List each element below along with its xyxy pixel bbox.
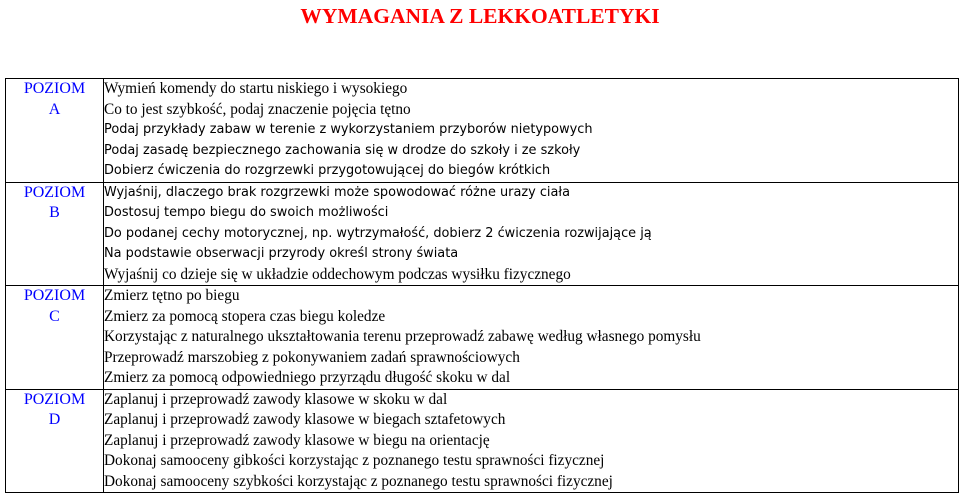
requirement-item: Korzystając z naturalnego ukształtowania terenu przeprowadź zabawę według własnego pomysłu <box>104 328 701 345</box>
requirement-item: Dokonaj samooceny szybkości korzystając z poznanego testu sprawności fizycznej <box>104 472 613 490</box>
requirement-item: Zaplanuj i przeprowadź zawody klasowe w biegu na orientację <box>104 431 490 449</box>
level-label-cell-c <box>6 286 104 390</box>
level-label-cell-d <box>6 389 104 493</box>
requirement-item: Podaj przykłady zabaw w terenie z wykorzystaniem przyborów nietypowych <box>104 122 593 137</box>
requirement-item: Do podanej cechy motorycznej, np. wytrzymałość, dobierz 2 ćwiczenia rozwijające ją <box>104 225 652 241</box>
level-items-cell-a <box>104 79 959 183</box>
level-label-line1: POZIOM <box>23 183 86 201</box>
requirement-item: Na podstawie obserwacji przyrody określ strony świata <box>104 246 459 261</box>
level-label-cell-a <box>6 79 104 183</box>
level-label-cell-b <box>6 182 104 286</box>
requirement-item: Zmierz za pomocą odpowiedniego przyrządu długość skoku w dal <box>104 369 511 386</box>
level-items-cell-c <box>104 286 959 390</box>
level-row-b <box>6 182 959 286</box>
requirement-item: Wymień komendy do startu niskiego i wysokiego <box>104 80 408 97</box>
requirement-item: Dobierz ćwiczenia do rozgrzewki przygotowującej do biegów krótkich <box>104 163 551 178</box>
requirement-item: Zmierz tętno po biegu <box>104 287 240 304</box>
requirement-item: Zaplanuj i przeprowadź zawody klasowe w biegach sztafetowych <box>104 411 506 428</box>
level-label-line2: B <box>49 204 60 221</box>
requirement-item: Podaj zasadę bezpiecznego zachowania się w drodze do szkoły i ze szkoły <box>104 142 581 158</box>
level-label-line2: C <box>49 307 60 325</box>
requirement-item: Dokonaj samooceny gibkości korzystając z poznanego testu sprawności fizycznej <box>104 452 605 469</box>
level-label-line2: A <box>48 100 61 118</box>
requirement-item: Co to jest szybkość, podaj znaczenie pojęcia tętno <box>104 100 411 118</box>
level-label-line2: D <box>48 411 61 428</box>
requirement-item: Przeprowadź marszobieg z pokonywaniem zadań sprawnościowych <box>104 348 520 366</box>
level-items-cell-b <box>104 182 959 286</box>
requirement-item: Zmierz za pomocą stopera czas biegu koledze <box>104 307 386 325</box>
page-title: WYMAGANIA Z LEKKOATLETYKI <box>300 4 660 28</box>
requirement-item: Dostosuj tempo biegu do swoich możliwości <box>104 205 389 220</box>
level-items-cell-d <box>104 389 959 493</box>
requirement-item: Wyjaśnij co dzieje się w układzie oddechowym podczas wysiłku fizycznego <box>104 265 571 283</box>
level-label-line1: POZIOM <box>23 80 86 97</box>
level-row-a <box>6 79 959 183</box>
requirement-item: Wyjaśnij, dlaczego brak rozgrzewki może spowodować różne urazy ciała <box>104 184 570 200</box>
requirements-table <box>5 78 959 493</box>
level-label-line1: POZIOM <box>23 287 86 304</box>
requirement-item: Zaplanuj i przeprowadź zawody klasowe w skoku w dal <box>104 390 448 408</box>
level-row-d <box>6 389 959 493</box>
level-label-line1: POZIOM <box>23 390 86 408</box>
level-row-c <box>6 286 959 390</box>
